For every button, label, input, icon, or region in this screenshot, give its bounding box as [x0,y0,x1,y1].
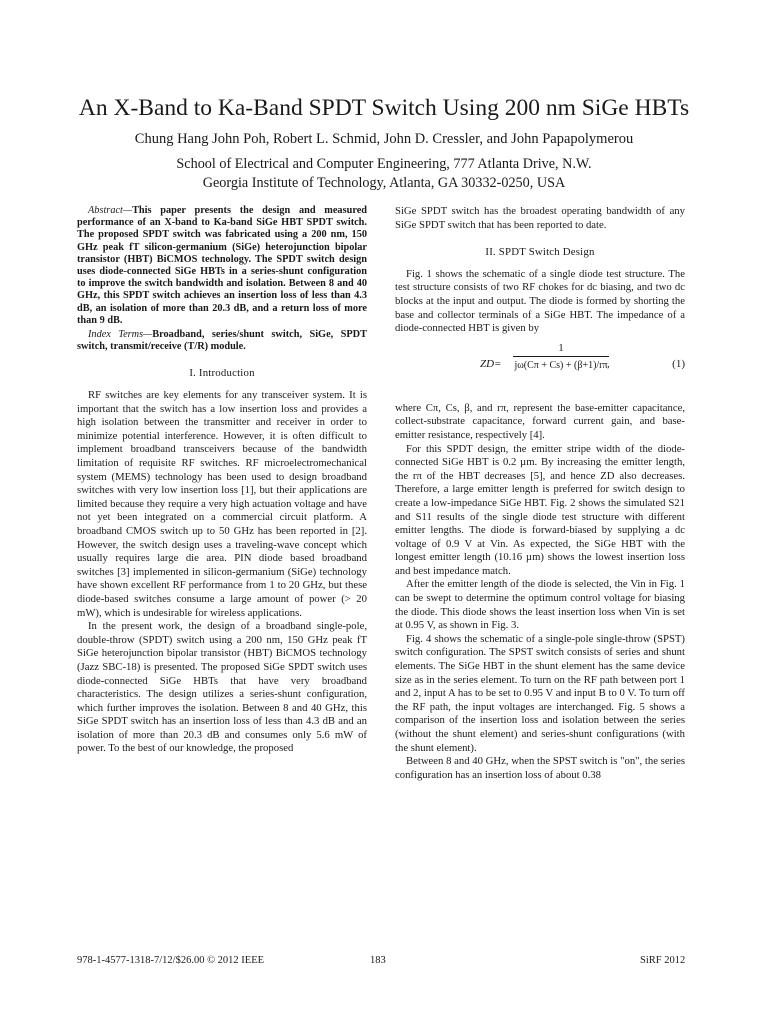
design-paragraph-3: For this SPDT design, the emitter stripe width of the diode-connected SiGe HBT is 0.2 µm. By increasing the emitter length, the rπ of the HBT decreases [5], and hence ZD also decreases. Therefore, a large emitter length is preferred for switch design to create a low-impedance SiGe HBT. Fig. 2 shows the simulated S21 and S11 results of the single diode test structure with different emitter lengths. The diode is forward-biased by supplying a dc voltage of 0.9 V at Vin. As expected, the SiGe HBT with the longest emitter length (10.16 µm) shows the lowest insertion loss and best impedance match. [395,442,685,577]
abstract [77,205,367,327]
equation-fraction [513,342,609,373]
index-terms [77,329,367,353]
continuation-paragraph: SiGe SPDT switch has the broadest operating bandwidth of any SiGe SPDT switch that has been reported to date. [395,205,685,231]
abstract-body: This paper presents the design and measured performance of an X-band to Ka-band SiGe HBT SPDT switch. The proposed SPDT switch was fabricated using a 200 nm, 150 GHz peak fT silicon-germanium (SiGe) heterojunction bipolar transistor (HBT) BiCMOS technology. The SPDT switch design uses diode-connected SiGe HBTs in a series-shunt configuration to improve the switch bandwidth and isolation. Between 8 and 40 GHz, this SPDT switch achieves an insertion loss of less than 4.3 dB, an isolation of more than 20.3 dB, and a return loss of more than 9 dB. [77,205,367,326]
equation-lhs: ZD= [480,357,502,370]
author-list: Chung Hang John Poh, Robert L. Schmid, John D. Cressler, and John Papapolymerou [134,131,634,147]
footer-copyright: 978-1-4577-1318-7/12/$26.00 © 2012 IEEE [77,955,265,966]
index-terms-lead: Index Terms— [88,329,153,341]
equation-number: (1) [672,357,685,370]
design-paragraph-4: After the emitter length of the diode is selected, the Vin in Fig. 1 can be swept to determine the optimum control voltage for biasing the diode. This diode shows the least insertion loss when Vin is set at 0.95 V, as shown in Fig. 3. [395,578,685,632]
intro-paragraph-2: In the present work, the design of a broadband single-pole, double-throw (SPDT) switch using a 200 nm, 150 GHz peak fT SiGe heterojunction bipolar transistor (HBT) BiCMOS technology (Jazz SBC-18) is presented. The proposed SiGe SPDT switch uses diode-connected SiGe HBTs that have very broadband characteristics. The design utilizes a series-shunt configuration, which further improves the isolation. Between 8 and 40 GHz, this SiGe SPDT switch has an insertion loss of less than 4.3 dB and an isolation of more than 20.3 dB and consumes only 5.6 mW of power. To the best of our knowledge, the proposed [77,620,367,755]
abstract-lead: Abstract— [88,205,133,216]
affiliation [0,155,768,193]
design-paragraph-1: Fig. 1 shows the schematic of a single diode test structure. The test structure consists of two RF chokes for dc biasing, and two dc blocks at the input and output. The diode is formed by shorting the base and collector terminals of a SiGe HBT. The impedance of a diode-connected HBT is given by [395,267,685,335]
right-column [395,205,685,782]
equation-denominator: jω(Cπ + Cs) + (β+1)/rπ [514,360,608,372]
left-column [77,205,367,756]
design-paragraph-5: Fig. 4 shows the schematic of a single-pole single-throw (SPST) switch configuration. The SPST switch consists of series and shunt elements. The SiGe HBT in the shunt element has the same device size as in the series element. To turn on the RF path between port 1 and 2, input A has to be set to 0.95 V and input B to 0 V. To turn off the RF path, the input voltages are interchanged. Fig. 5 shows a comparison of the insertion loss and isolation between the series (without the shunt element) and series-shunt configurations (with the shunt element). [395,632,685,754]
equation-numerator: 1 [513,342,609,358]
affiliation-line-2: Georgia Institute of Technology, Atlanta, GA 30332-0250, USA [202,175,566,191]
paper-title: An X-Band to Ka-Band SPDT Switch Using 200 nm SiGe HBTs [78,95,690,121]
equation-comma: , [607,357,610,370]
section-heading-spdt-design: II. SPDT Switch Design [485,246,595,259]
index-terms-body: Broadband, series/shunt switch, SiGe, SPDT switch, transmit/receive (T/R) module. [77,329,367,353]
intro-paragraph-1: RF switches are key elements for any transceiver system. It is important that the switch has a low insertion loss and provides a high isolation between the transmitter and receiver in order to minimize potential interference. However, it is often difficult to implement broadband transceivers because of the bandwidth limitation of requisite RF switches. RF microelectromechanical system (MEMS) technology has been used to design broadband switches with very low insertion loss [1], but their applications are limited because they require a very high actuation voltage and have not yet been integrated on a commercial circuit platform. A broadband CMOS switch up to 50 GHz has been reported in [2]. However, the switch design uses a traveling-wave concept which usually requires large die area. PIN diode based broadband switches [3] implemented in silicon-germanium (SiGe) technology have shown excellent RF performance from 1 to 20 GHz, but these diode-based switches consume a large amount of power (> 20 mW), which is undesirable for wireless applications. [77,389,367,619]
design-paragraph-2: where Cπ, Cs, β, and rπ, represent the base-emitter capacitance, collect-substrate capacitance, forward current gain, and base-emitter resistance, respectively [4]. [395,401,685,441]
equation-1 [395,340,685,396]
footer-conference: SiRF 2012 [640,955,686,966]
section-heading-introduction: I. Introduction [189,367,255,380]
affiliation-line-1: School of Electrical and Computer Engineering, 777 Atlanta Drive, N.W. [176,156,592,172]
footer-page-number: 183 [370,955,386,966]
design-paragraph-6: Between 8 and 40 GHz, when the SPST switch is "on", the series configuration has an insertion loss of about 0.38 [395,755,685,781]
